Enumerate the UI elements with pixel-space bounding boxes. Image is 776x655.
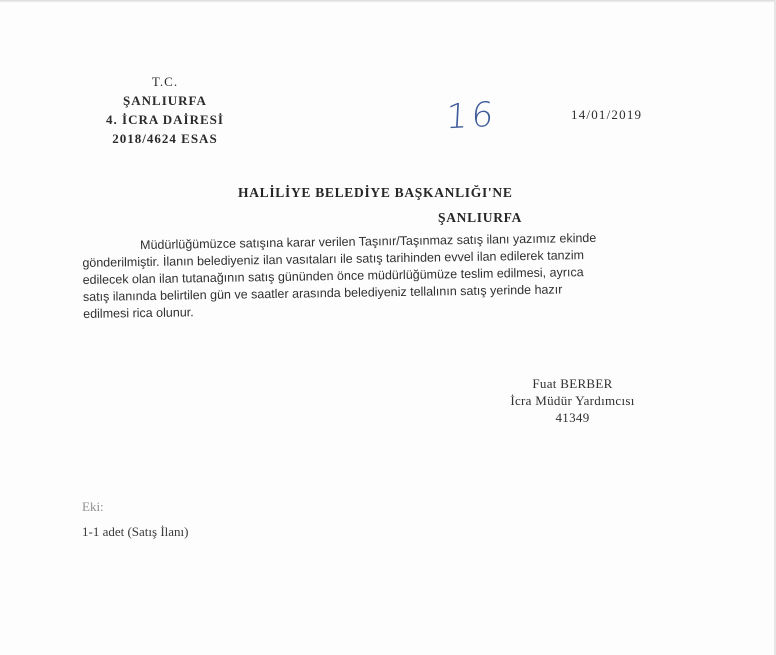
body-line: edilmesi rica olunur. xyxy=(83,305,194,321)
header-line-office: 4. İCRA DAİRESİ xyxy=(106,112,224,127)
addressee-block xyxy=(238,180,524,230)
signatory-title: İcra Müdür Yardımcısı xyxy=(510,393,635,408)
scan-top-edge xyxy=(0,0,776,3)
header-line-country: T.C. xyxy=(151,74,179,89)
handwritten-number: 16 xyxy=(444,94,499,138)
attachment-item: 1-1 adet (Satış İlanı) xyxy=(82,524,189,539)
header-line-city: ŞANLIURFA xyxy=(123,93,207,108)
office-header xyxy=(100,72,230,148)
body-line: Müdürlüğümüzce satışına karar verilen Taşınır/Taşınmaz satış ilanı yazımız ekinde xyxy=(140,230,597,253)
addressee-line-city: ŞANLIURFA xyxy=(438,210,523,225)
signatory-name: Fuat BERBER xyxy=(532,376,613,391)
signature-block xyxy=(500,375,645,426)
attachments-block xyxy=(82,494,189,544)
body-line: gönderilmiştir. İlanın belediyeniz ilan vasıtaları ile satış tarihinden evvel ilan edilerek tanzim xyxy=(82,248,585,270)
addressee-line-institution: HALİLİYE BELEDİYE BAŞKANLIĞI'NE xyxy=(238,185,513,200)
signatory-number: 41349 xyxy=(555,410,590,425)
document-date: 14/01/2019 xyxy=(571,107,643,122)
letter-body xyxy=(82,229,673,323)
body-line: edilecek olan ilan tutanağının satış gününden önce müdürlüğümüze teslim edilmesi, ayrıca xyxy=(82,265,584,287)
attachments-label: Eki: xyxy=(82,499,104,514)
header-line-case-number: 2018/4624 ESAS xyxy=(112,131,218,146)
body-line: satış ilanında belirtilen gün ve saatler arasında belediyeniz tellalının satış yerinde hazır xyxy=(82,282,563,304)
